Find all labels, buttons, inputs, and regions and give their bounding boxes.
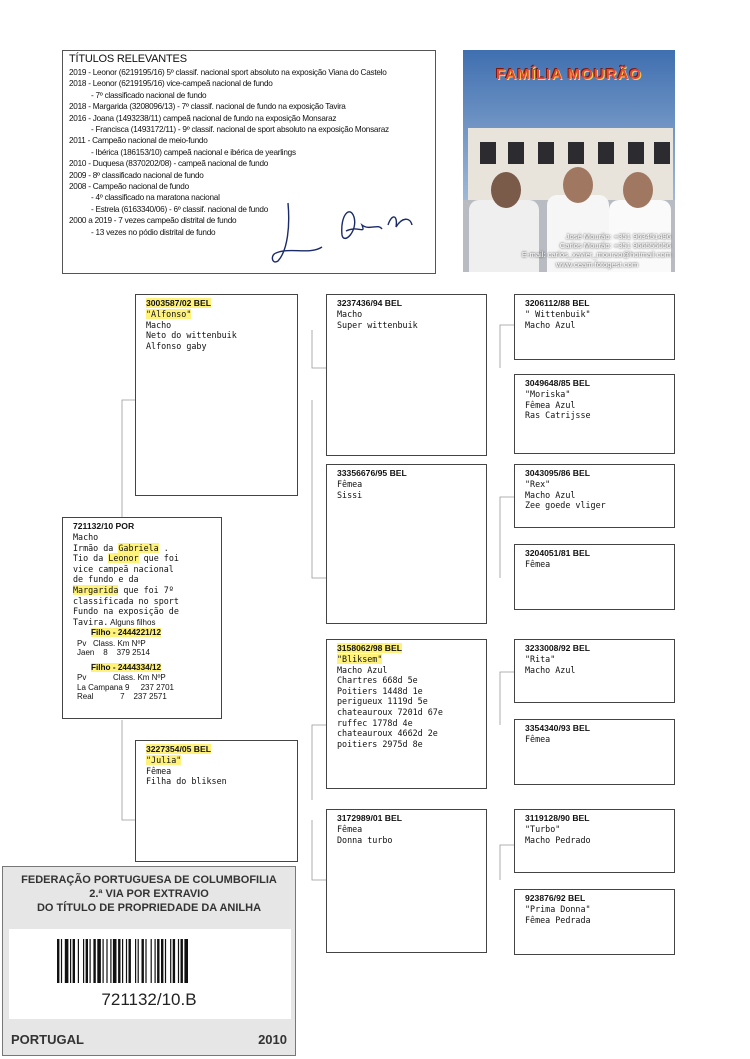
ss-ring: 3237436/94 BEL [337,298,402,308]
pedigree-sdd [514,544,675,610]
barcode-bar [118,939,120,983]
federation-certificate [2,866,296,1056]
sss-line-1: " Wittenbuik" [525,309,591,319]
ddd-ring: 923876/92 BEL [525,893,586,903]
subject-note-i: Fundo na exposição de [73,606,179,617]
ss-line-2: Super wittenbuik [337,319,418,330]
contact-email: E-mail: carlos_xavier_mourao@hotmail.com [521,250,671,260]
connector-dd [500,845,514,880]
barcode-bar [113,939,117,983]
sds-line-2: Macho Azul [525,489,576,500]
ds-race: perigueux 1119d 5e [337,696,428,707]
federation-heading [3,873,295,915]
dam-ring: 3227354/05 BEL [146,744,211,754]
pedigree-ssd [514,374,675,454]
title-line: - 13 vezes no pódio distrital de fundo [91,227,216,237]
year-label: 2010 [258,1032,287,1047]
subject-note-j: Tavira. [73,616,109,627]
ddd-line-2: Fêmea Pedrada [525,914,591,925]
federation-line-1: FEDERAÇÃO PORTUGUESA DE COLUMBOFILIA [21,874,277,886]
barcode-bar [165,939,166,983]
name-leonor: Leonor [108,553,139,564]
ds-line-1: Macho Azul [337,664,388,675]
pedigree-dds [514,809,675,873]
dsd-ring: 3354340/93 BEL [525,723,590,733]
pedigree-ddd [514,889,675,955]
family-title: FAMÍLIA MOURÃO [496,66,642,83]
barcode-bar [93,939,95,983]
child1-row: Jaen 8 379 2514 [77,648,150,658]
barcode-bar [57,939,59,983]
pedigree-ss [326,294,487,456]
barcode-bar [145,939,146,983]
title-line: 2010 - Duquesa (8370202/08) - campeã nacional de fundo [69,159,269,169]
ssd-line-2: Fêmea Azul [525,399,576,410]
pedigree-sd [326,464,487,624]
barcode-bar [86,939,88,983]
barcode-bar [155,939,156,983]
dds-line-2: Macho Pedrado [525,834,591,845]
barcode-bar [157,939,159,983]
barcode-bar [106,939,107,983]
subject-note-a: Irmão da [73,542,119,553]
connector-sd [500,497,514,578]
dss-line-2: Macho Azul [525,664,576,675]
contact-jose: José Mourão: +351 963451496 [565,232,671,241]
ss-line-1: Macho [337,309,363,319]
child2-head: Pv Class. Km NºP [77,673,166,683]
pedigree-dss [514,639,675,703]
subject-note-h: classificada no sport [73,595,179,606]
federation-line-3: DO TÍTULO DE PROPRIEDADE DA ANILHA [36,902,262,914]
connector-sire-ss [312,330,326,368]
barcode-bar [142,939,144,983]
barcode-bar [184,939,188,983]
barcode-bar [61,939,62,983]
ssd-ring: 3049648/85 BEL [525,378,590,388]
pedigree-dd [326,809,487,953]
title-line: 2016 - Joana (1493238/11) campeã nacional de fundo na exposição Monsaraz [69,113,337,123]
name-gabriela: Gabriela [118,542,159,553]
title-line: - Estrela (6163340/06) - 6º classif. nacional de fundo [91,204,269,214]
subject-note-g: que foi 7º [118,584,174,595]
title-line: 2018 - Leonor (6219195/16) vice-campeã nacional de fundo [69,79,273,89]
connector-dam-ds [312,725,326,800]
dd-line-1: Fêmea [337,824,363,834]
barcode-bar [181,939,183,983]
barcode-bar [170,939,171,983]
dam-name: "Julia" [146,755,182,765]
title-line: 2019 - Leonor (6219195/16) 5º classif. nacional sport absoluto na exposição Viana do Castelo [69,68,387,77]
pedigree-dsd [514,719,675,785]
connector-sire-sd [312,400,326,578]
sire-line-1: Macho [146,319,172,330]
barcode-bar [110,939,111,983]
barcode-bar [97,939,101,983]
pedigree-dam [135,740,298,862]
child2-row2: Real 7 237 2571 [77,692,167,702]
subject-note-b: . [158,542,169,553]
barcode-bar [161,939,163,983]
connector-ds [500,672,514,725]
sire-ring: 3003587/02 BEL [146,298,211,308]
child2-title: Filho - 2444334/12 [91,662,162,672]
subject-note-e: vice campeã nacional [73,563,174,574]
country-label: PORTUGAL [11,1032,84,1047]
ds-race: Chartres 668d 5e [337,675,418,686]
title-line: - 4º classificado na maratona nacional [91,193,220,203]
ssd-line-3: Ras Catrijsse [525,410,591,421]
contact-website: www.ceam.fotogest.com [555,259,639,269]
contact-carlos: Carlos Mourão: +351 966555056 [559,241,671,251]
sdd-ring: 3204051/81 BEL [525,548,590,558]
child1-head: Pv Class. Km NºP [77,638,146,648]
pedigree-sire [135,294,298,496]
sds-line-3: Zee goede vliger [525,500,606,511]
title-line: 2000 a 2019 - 7 vezes campeão distrital de fundo [69,216,237,226]
name-margarida: Margarida [73,584,119,595]
dss-line-1: "Rita" [525,654,556,664]
dds-ring: 3119128/90 BEL [525,813,590,823]
barcode-bar [135,939,136,983]
ds-race: Poitiers 1448d 1e [337,685,423,696]
child2-row1: La Campana 9 237 2701 [77,682,174,692]
pedigree-subject [62,517,222,719]
pedigree-ds [326,639,487,789]
barcode-bar [151,939,152,983]
connector-dam-dd [312,820,326,880]
sire-line-3: Alfonso gaby [146,340,207,351]
barcode-bar [78,939,79,983]
dsd-line-1: Fêmea [525,734,551,744]
sdd-line-1: Fêmea [525,559,551,569]
ddd-line-1: "Prima Donna" [525,904,591,914]
sire-line-2: Neto do wittenbuik [146,330,237,341]
child1-title: Filho - 2444221/12 [91,628,162,638]
barcode-bar [173,939,175,983]
sds-line-1: "Rex" [525,479,551,489]
subject-note-c: Tio da [73,553,109,564]
subject-sex: Macho [73,532,99,542]
sss-ring: 3206112/88 BEL [525,298,590,308]
barcode-bar [90,939,91,983]
ds-ring: 3158062/98 BEL [337,643,402,653]
barcode-bar [73,939,75,983]
ds-race: chateauroux 4662d 2e [337,728,438,739]
title-line: - Francisca (1493172/11) - 9º classif. nacional de sport absoluto na exposição Monsaraz [91,125,389,135]
pedigree-sss [514,294,675,360]
pedigree-sds [514,464,675,528]
federation-line-2: 2.ª VIA POR EXTRAVIO [89,888,209,900]
sd-line-1: Fêmea [337,479,363,489]
dam-line-1: Fêmea [146,765,172,776]
subject-ring: 721132/10 POR [73,521,135,531]
title-line: 2008 - Campeão nacional de fundo [69,182,189,192]
ssd-line-1: "Moriska" [525,389,571,399]
dds-line-1: "Turbo" [525,824,561,834]
subject-note-d: que foi [138,553,179,564]
dd-ring: 3172989/01 BEL [337,813,402,823]
title-line: 2011 - Campeão nacional de meio-fundo [69,136,208,146]
ds-name: "Bliksem" [337,654,383,664]
connector-subject-sire [122,400,135,518]
barcode-bar [178,939,179,983]
connector-subject-dam [122,720,135,820]
barcode-bar [126,939,127,983]
sd-line-2: Sissi [337,489,363,500]
dd-line-2: Donna turbo [337,834,393,845]
barcode-bar [122,939,123,983]
barcode-bar [83,939,84,983]
barcode [57,939,237,983]
title-line: 2018 - Margarida (3208096/13) - 7º classif. nacional de fundo na exposição Tavira [69,102,346,112]
sss-line-2: Macho Azul [525,319,576,330]
ring-number: 721132/10.B [101,990,197,1009]
subject-note-f: de fundo e da [73,574,139,585]
title-line: - 7º classificado nacional de fundo [91,90,207,100]
barcode-bar [103,939,104,983]
title-line: 2009 - 8º classificado nacional de fundo [69,170,204,180]
titles-heading: TÍTULOS RELEVANTES [69,53,187,65]
dam-line-2: Filha do bliksen [146,776,227,787]
sds-ring: 3043095/86 BEL [525,468,590,478]
dss-ring: 3233008/92 BEL [525,643,590,653]
ds-race: poitiers 2975d 8e [337,738,423,749]
sire-name: "Alfonso" [146,309,192,319]
barcode-bar [138,939,139,983]
ds-race: ruffec 1778d 4e [337,717,413,728]
barcode-bar [70,939,71,983]
title-line: - Ibérica (186153/10) campeã nacional e ibérica de yearlings [91,147,296,157]
subject-note-k: Alguns filhos [108,617,156,627]
barcode-bar [129,939,131,983]
sd-ring: 33356676/95 BEL [337,468,407,478]
barcode-bar [65,939,69,983]
ds-race: chateauroux 7201d 67e [337,706,443,717]
connector-ss [500,325,514,368]
